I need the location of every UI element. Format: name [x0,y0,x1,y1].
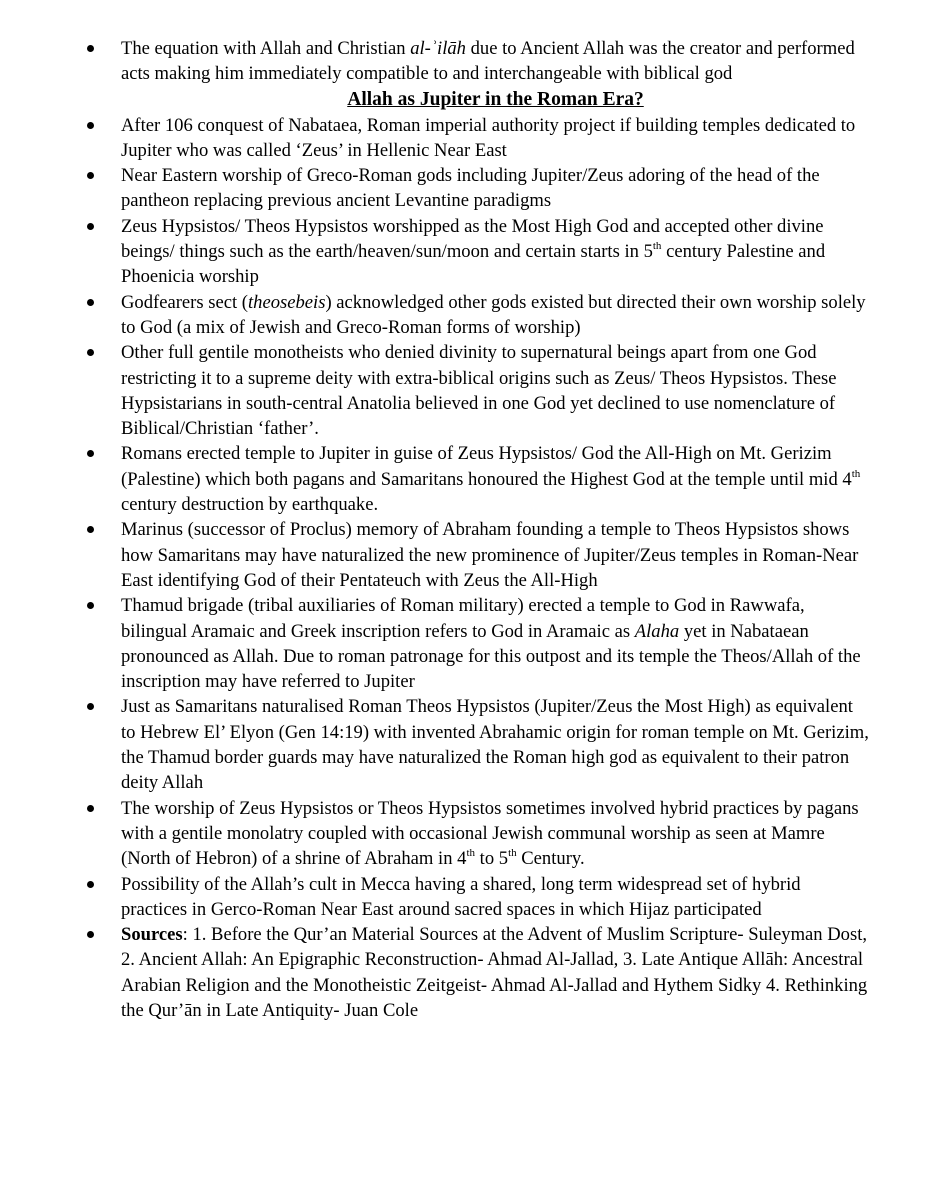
bullet-item [0,113,870,164]
bullet-text: Other full gentile monotheists who denied divinity to supernatural beings apart from one God restricting it to a supreme deity with extra-biblical origins such as Zeus/ Theos Hypsistos. These Hypsistarians in south-central Anatolia believed in one God yet declined to use nomenclature of Biblical/Christian ‘father’. [121,342,837,440]
bullet-text: Romans erected temple to Jupiter in guise of Zeus Hypsistos/ God the All-High on Mt. Gerizim (Palestine) which both pagans and Samaritans honoured the Highest God at the temple until mid 4th century destruction by earthquake. [121,443,861,516]
bullet-icon [87,602,94,609]
sources-label: Sources [121,924,183,946]
bullet-item [0,593,870,694]
bullet-icon [87,805,94,812]
bullet-text: The equation with Allah and Christian al-ʾilāh due to Ancient Allah was the creator and performed acts making him immediately compatible to and interchangeable with biblical god [121,38,855,85]
bullet-text: Zeus Hypsistos/ Theos Hypsistos worshipped as the Most High God and accepted other divine beings/ things such as the earth/heaven/sun/moon and certain starts in 5th century Palestine and Phoenicia worship [121,215,826,288]
bullet-icon [87,172,94,179]
bullet-icon [87,703,94,710]
bullet-item [0,694,870,795]
bullet-icon [87,299,94,306]
bullet-icon [87,122,94,129]
bullet-list-top [0,36,870,87]
bullet-icon [87,349,94,356]
bullet-text: Just as Samaritans naturalised Roman Theos Hypsistos (Jupiter/Zeus the Most High) as equivalent to Hebrew El’ Elyon (Gen 14:19) with invented Abrahamic origin for roman temple on Mt. Gerizim, the Thamud border guards may have naturalized the Roman high god as equivalent to their patron deity Allah [121,696,869,794]
bullet-icon [87,881,94,888]
sources-text: Sources: 1. Before the Qur’an Material Sources at the Advent of Muslim Scripture- Suleyman Dost, 2. Ancient Allah: An Epigraphic Reconstruction- Ahmad Al-Jallad, 3. Late Antique Allāh: Ancestral Arabian Religion and the Monotheistic Zeitgeist- Ahmad Al-Jallad and Hythem Sidky 4. Rethinking the Qur’ān in Late Antiquity- Juan Cole [121,924,868,1021]
bullet-item [0,340,870,441]
section-heading: Allah as Jupiter in the Roman Era? [347,88,644,110]
bullet-item [0,214,870,290]
bullet-item [0,36,870,87]
bullet-item [0,163,870,214]
bullet-text: Thamud brigade (tribal auxiliaries of Roman military) erected a temple to God in Rawwafa, bilingual Aramaic and Greek inscription refers to God in Aramaic as Alaha yet in Nabataean pronounced as Allah. Due to roman patronage for this outpost and its temple the Theos/Allah of the inscription may have referred to Jupiter [121,595,861,693]
bullet-icon [87,526,94,533]
bullet-item [0,517,870,593]
bullet-text: Godfearers sect (theosebeis) acknowledged other gods existed but directed their own worship solely to God (a mix of Jewish and Greco-Roman forms of worship) [121,291,866,338]
bullet-icon [87,223,94,230]
bullet-text: Marinus (successor of Proclus) memory of Abraham founding a temple to Theos Hypsistos shows how Samaritans may have naturalized the new prominence of Jupiter/Zeus temples in Roman-Near East identifying God of their Pentateuch with Zeus the All-High [121,519,859,591]
bullet-icon [87,45,94,52]
bullet-list [0,113,870,1024]
bullet-item [0,290,870,341]
bullet-item [0,872,870,923]
sources-item [0,922,870,1023]
bullet-item [0,796,870,872]
bullet-text: Possibility of the Allah’s cult in Mecca having a shared, long term widespread set of hybrid practices in Gerco-Roman Near East around sacred spaces in which Hijaz participated [121,873,801,920]
bullet-text: The worship of Zeus Hypsistos or Theos Hypsistos sometimes involved hybrid practices by pagans with a gentile monolatry coupled with occasional Jewish communal worship as seen at Mamre (North of Hebron) of a shrine of Abraham in 4th to 5th Century. [121,797,859,870]
bullet-icon [87,931,94,938]
bullet-icon [87,450,94,457]
bullet-text: After 106 conquest of Nabataea, Roman imperial authority project if building temples dedicated to Jupiter who was called ‘Zeus’ in Hellenic Near East [121,114,856,161]
bullet-item [0,441,870,517]
bullet-text: Near Eastern worship of Greco-Roman gods including Jupiter/Zeus adoring of the head of the pantheon replacing previous ancient Levantine paradigms [121,165,820,212]
